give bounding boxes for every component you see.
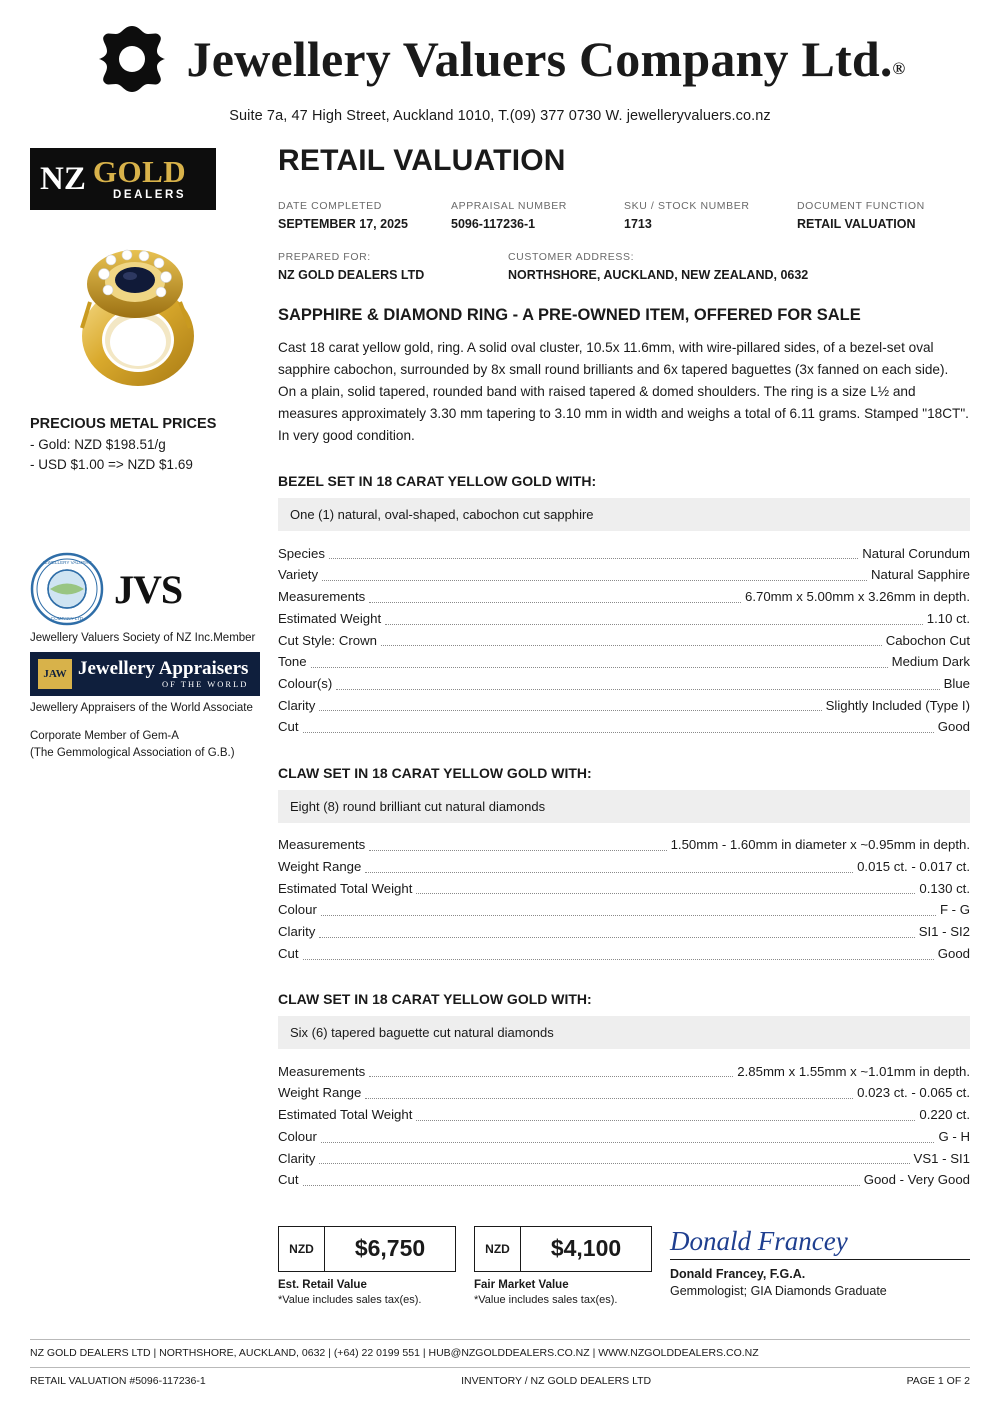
spec-row [278,943,970,965]
gem-a-membership [30,728,262,761]
document-body [0,142,1000,1306]
document-footer [30,1339,970,1387]
leader-dots [365,1098,853,1099]
spec-row [278,856,970,878]
spec-key: Cut Style: Crown [278,632,377,648]
spec-key: Cut [278,719,299,735]
signature-mark: Donald Francey [670,1226,970,1260]
meta-appraisal-number-label: APPRAISAL NUMBER [451,200,567,212]
spec-key: Estimated Total Weight [278,880,413,896]
nz-gold-dealers-badge [30,148,216,210]
spec-value: Cabochon Cut [885,632,970,648]
spec-row [278,608,970,630]
leader-dots [319,937,914,938]
document-header [0,0,1000,124]
fair-market-value-block [474,1226,652,1306]
spec-key: Clarity [278,924,316,940]
accreditation-block [30,552,262,761]
spec-value: Good - Very Good [863,1172,970,1188]
spec-list-2 [278,835,970,965]
spec-key: Cut [278,945,299,961]
company-address: Suite 7a, 47 High Street, Auckland 1010, T.(09) 377 0730 W. jewelleryvaluers.co.nz [229,108,771,124]
leader-dots [369,1076,733,1077]
spec-value: 0.220 ct. [919,1107,970,1123]
footer-right: PAGE 1 OF 2 [906,1375,970,1387]
spec-value: 0.130 ct. [919,880,970,896]
svg-text:COMPANY LTD: COMPANY LTD [50,616,84,621]
spec-value: Blue [943,675,970,691]
spec-value: 1.50mm - 1.60mm in diameter x ~0.95mm in depth. [670,837,970,853]
meta-customer-address-label: CUSTOMER ADDRESS: [508,251,635,263]
meta-appraisal-number-value: 5096-117236-1 [451,217,536,231]
spec-value: 0.015 ct. - 0.017 ct. [857,858,970,874]
leader-dots [303,1185,860,1186]
meta-sku-label: SKU / STOCK NUMBER [624,200,750,212]
main-content [262,142,1000,1306]
spec-row [278,673,970,695]
leader-dots [321,915,936,916]
spec-row [278,565,970,587]
spec-key: Weight Range [278,1085,362,1101]
meta-date-completed-value: SEPTEMBER 17, 2025 [278,217,408,231]
spec-row [278,630,970,652]
meta-document-function [797,200,970,231]
spec-row [278,1061,970,1083]
spec-list-1 [278,543,970,739]
spec-row [278,835,970,857]
fair-market-value-box [474,1226,652,1272]
registered-mark: ® [892,59,906,78]
leader-dots [385,624,923,625]
ring-photograph [38,232,238,402]
spec-key: Measurements [278,837,366,853]
meta-document-function-value: RETAIL VALUATION [797,217,916,231]
spec-key: Colour [278,1128,317,1144]
jaw-line2: OF THE WORLD [161,679,249,690]
gold-price-line: - Gold: NZD $198.51/g [30,437,166,452]
spec-list-3 [278,1061,970,1191]
spec-row [278,1126,970,1148]
section-heading-1: BEZEL SET IN 18 CARAT YELLOW GOLD WITH: [278,473,597,490]
leader-dots [319,1163,909,1164]
meta-date-completed [278,200,451,231]
retail-currency: NZD [279,1227,325,1271]
retail-value-box [278,1226,456,1272]
meta-grid-secondary [278,251,970,282]
spec-key: Cut [278,1172,299,1188]
spec-row [278,652,970,674]
spec-key: Weight Range [278,858,362,874]
signer-name: Donald Francey, F.G.A. [670,1266,806,1281]
leader-dots [365,872,853,873]
page-title: RETAIL VALUATION [278,144,566,177]
meta-date-completed-label: DATE COMPLETED [278,200,382,212]
leader-dots [416,1120,915,1121]
spec-value: VS1 - SI1 [913,1150,970,1166]
meta-sku [624,200,797,231]
meta-prepared-for-value: NZ GOLD DEALERS LTD [278,268,425,282]
spec-key: Estimated Weight [278,610,382,626]
leader-dots [303,732,934,733]
spec-value: Good [937,719,970,735]
jaw-line1: Jewellery Appraisers [78,658,249,680]
spec-key: Measurements [278,589,366,605]
leader-dots [319,710,821,711]
spec-value: G - H [938,1128,970,1144]
signer-role: Gemmologist; GIA Diamonds Graduate [670,1283,887,1298]
leader-dots [336,689,939,690]
spec-row [278,543,970,565]
spec-key: Tone [278,654,307,670]
precious-metal-prices-title: PRECIOUS METAL PRICES [30,416,217,432]
spec-row [278,1170,970,1192]
gem-a-line1: Corporate Member of Gem-A [30,730,179,742]
meta-document-function-label: DOCUMENT FUNCTION [797,200,925,212]
company-name-text: Jewellery Valuers Company Ltd. [186,31,893,87]
leader-dots [311,667,888,668]
meta-customer-address [508,251,970,282]
section-heading-3: CLAW SET IN 18 CARAT YELLOW GOLD WITH: [278,991,592,1008]
fair-market-amount: $4,100 [550,1235,622,1261]
left-sidebar [0,142,262,1306]
jaw-caption: Jewellery Appraisers of the World Associate [30,702,253,714]
svg-text:JEWELLERY VALUERS: JEWELLERY VALUERS [42,560,92,565]
spec-key: Colour(s) [278,675,333,691]
jaw-badge [30,652,260,696]
spec-key: Colour [278,902,317,918]
leader-dots [329,558,858,559]
spec-key: Variety [278,567,319,583]
spec-row [278,1148,970,1170]
spec-row [278,1105,970,1127]
fair-market-value-caption: Fair Market Value [474,1278,569,1291]
brand-row [30,22,970,96]
section-band-2: Eight (8) round brilliant cut natural diamonds [278,790,970,823]
footer-contact-line: NZ GOLD DEALERS LTD | NORTHSHORE, AUCKLAND, 0632 | (+64) 22 0199 551 | HUB@NZGOLDDEALERS.CO.NZ | WWW.NZGOLDDEALERS.CO.NZ [30,1347,759,1359]
spec-value: SI1 - SI2 [918,924,970,940]
spec-value: 0.023 ct. - 0.065 ct. [857,1085,970,1101]
jvs-seal-icon [30,552,104,626]
jaw-badge-mark: JAW [38,659,72,689]
spec-value: Natural Corundum [862,545,970,561]
spec-value: Slightly Included (Type I) [825,697,970,713]
meta-grid-primary [278,200,970,231]
spec-row [278,587,970,609]
jvs-caption: Jewellery Valuers Society of NZ Inc.Member [30,632,256,644]
valuation-summary [278,1226,970,1306]
retail-amount: $6,750 [354,1235,426,1261]
spec-key: Estimated Total Weight [278,1107,413,1123]
retail-value-note: *Value includes sales tax(es). [278,1293,422,1306]
spec-key: Measurements [278,1063,366,1079]
company-logo-icon [95,22,169,96]
spec-row [278,717,970,739]
spec-row [278,900,970,922]
badge-nz-text: NZ [40,160,86,197]
item-title: SAPPHIRE & DIAMOND RING - A PRE-OWNED ITEM, OFFERED FOR SALE [278,306,861,324]
spec-value: Natural Sapphire [871,567,970,583]
spec-key: Species [278,545,325,561]
spec-value: Good [937,945,970,961]
gem-a-line2: (The Gemmological Association of G.B.) [30,746,235,759]
leader-dots [369,850,666,851]
meta-prepared-for-label: PREPARED FOR: [278,251,371,263]
usd-rate-line: - USD $1.00 => NZD $1.69 [30,457,193,472]
meta-appraisal-number [451,200,624,231]
spec-key: Clarity [278,697,316,713]
leader-dots [369,602,741,603]
leader-dots [321,1142,935,1143]
fair-market-currency: NZD [475,1227,521,1271]
fair-market-value-note: *Value includes sales tax(es). [474,1293,618,1306]
spec-value: 6.70mm x 5.00mm x 3.26mm in depth. [744,589,970,605]
leader-dots [303,959,934,960]
spec-value: 2.85mm x 1.55mm x ~1.01mm in depth. [737,1063,970,1079]
spec-value: F - G [939,902,970,918]
footer-mid: INVENTORY / NZ GOLD DEALERS LTD [461,1375,652,1387]
leader-dots [416,893,915,894]
leader-dots [322,580,867,581]
company-name [187,30,906,88]
footer-meta-row [30,1367,970,1387]
spec-value: 1.10 ct. [926,610,970,626]
spec-row [278,878,970,900]
section-heading-2: CLAW SET IN 18 CARAT YELLOW GOLD WITH: [278,764,592,781]
retail-value-caption: Est. Retail Value [278,1278,367,1291]
spec-key: Clarity [278,1150,316,1166]
meta-prepared-for [278,251,508,282]
section-band-3: Six (6) tapered baguette cut natural diamonds [278,1016,970,1049]
footer-left: RETAIL VALUATION #5096-117236-1 [30,1375,206,1387]
jvs-abbreviation: JVS [114,566,183,612]
badge-gold-text: GOLD [92,154,187,190]
spec-row [278,922,970,944]
leader-dots [381,645,882,646]
signature-block [670,1226,970,1298]
badge-dealers-text: DEALERS [112,189,187,202]
meta-sku-value: 1713 [624,217,652,231]
spec-row [278,1083,970,1105]
retail-value-block [278,1226,456,1306]
spec-row [278,695,970,717]
item-description: Cast 18 carat yellow gold, ring. A solid oval cluster, 10.5x 11.6mm, with wire-pillared sides, of a bezel-set oval sapphire cabochon, surrounded by 8x small round brilliants and 6x tapered baguettes (3x fanned on each side). On a plain, solid tapered, rounded band with raised tapered & domed shoulders. The ring is a size L½ and measures approximately 3.30 mm tapering to 3.10 mm in width and weighs a total of 6.11 grams. Stamped "18CT". In very good condition. [278,340,969,444]
meta-customer-address-value: NORTHSHORE, AUCKLAND, NEW ZEALAND, 0632 [508,268,809,282]
spec-value: Medium Dark [891,654,970,670]
section-band-1: One (1) natural, oval-shaped, cabochon cut sapphire [278,498,970,531]
